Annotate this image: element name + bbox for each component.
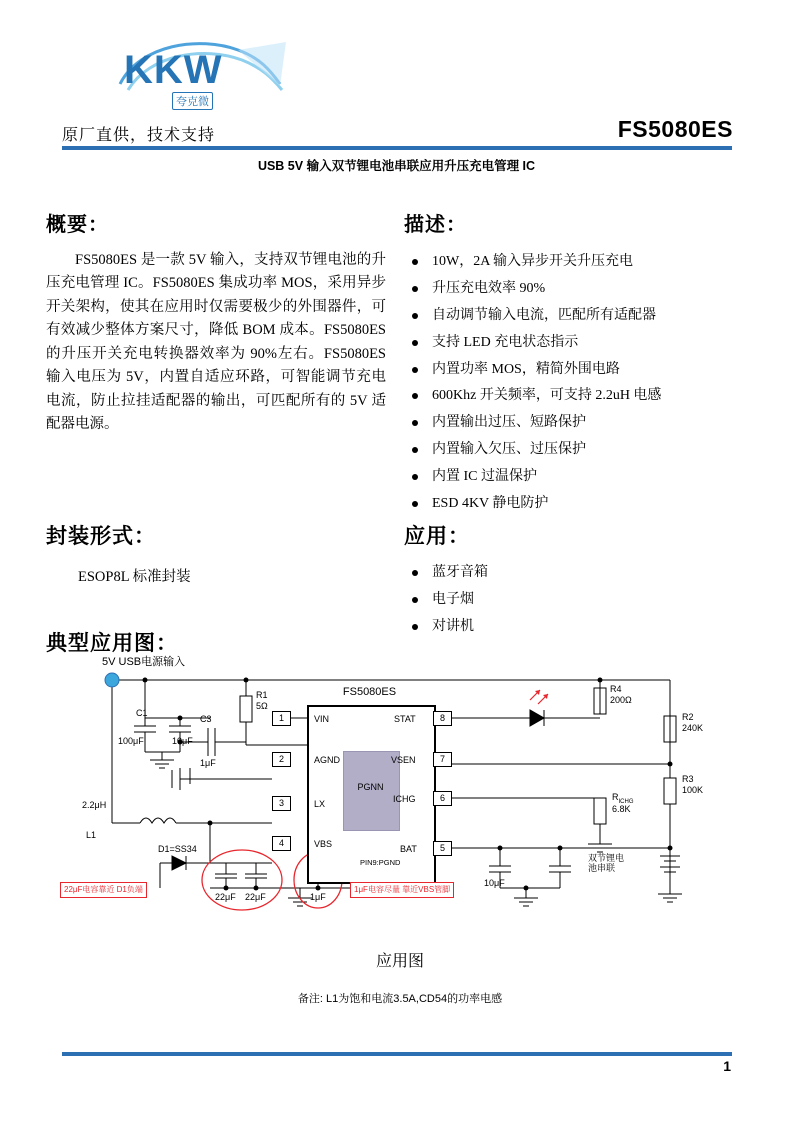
- description-section: [404, 208, 764, 518]
- list-item: ESD 4KV 静电防护: [404, 491, 764, 518]
- cbat-value: 10μF: [484, 878, 505, 888]
- pin-1-name: VIN: [314, 714, 330, 724]
- r3-value: 100K: [682, 785, 704, 795]
- annotation-left-note: 22μF电容靠近 D1负端: [60, 882, 147, 898]
- richg-ref: $R_{ICHG}$: [612, 792, 634, 805]
- r4-ref: R4: [610, 684, 622, 694]
- richg-value: 6.8K: [612, 804, 631, 814]
- application-list: [404, 560, 704, 641]
- cap1u-value: 1μF: [310, 892, 326, 902]
- pin-6-number: 6: [433, 791, 452, 806]
- pin-2-number: 2: [272, 752, 291, 767]
- c3-value: 1μF: [200, 758, 216, 768]
- description-title: 描述：: [404, 214, 467, 236]
- list-item: 600Khz 开关频率，可支持 2.2uH 电感: [404, 383, 764, 410]
- pin-2-name: AGND: [314, 755, 341, 765]
- list-item: 10W，2A 输入异步开关升压充电: [404, 249, 764, 276]
- overview-section: [46, 208, 386, 437]
- r2-value: 240K: [682, 723, 704, 733]
- pin-7-name: VSEN: [391, 755, 416, 765]
- pin-4-name: VBS: [314, 839, 333, 849]
- package-text: ESOP8L 标准封装: [78, 569, 191, 585]
- pin-5-number: 5: [433, 841, 452, 856]
- r1-ref: R1: [256, 690, 268, 700]
- pin-8-number: 8: [433, 711, 452, 726]
- page-number: 1: [723, 1058, 731, 1074]
- list-item: 内置输入欠压、过压保护: [404, 437, 764, 464]
- document-subtitle: USB 5V 输入双节锂电池串联应用升压充电管理 IC: [257, 159, 536, 173]
- list-item: 电子烟: [404, 587, 704, 614]
- c3-ref: C3: [200, 714, 212, 724]
- pin9-label: PIN9:PGND: [360, 858, 401, 867]
- part-number: FS5080ES: [617, 116, 733, 142]
- list-item: 自动调节输入电流，匹配所有适配器: [404, 303, 764, 330]
- r1-value: 5Ω: [256, 701, 268, 711]
- pin-3-number: 3: [272, 796, 291, 811]
- r3-ref: R3: [682, 774, 694, 784]
- diagram-title: 典型应用图：: [46, 631, 178, 655]
- header-tagline: 原厂直供，技术支持: [62, 127, 216, 144]
- pin-4-number: 4: [272, 836, 291, 851]
- pin-3-name: LX: [314, 799, 326, 809]
- company-logo: [110, 40, 320, 108]
- pin-5-name: BAT: [400, 844, 417, 854]
- list-item: 升压充电效率 90%: [404, 276, 764, 303]
- footer-rule: [62, 1052, 732, 1056]
- diagram-note: 备注: L1为饱和电流3.5A,CD54的功率电感: [297, 993, 503, 1005]
- r4-value: 200Ω: [610, 695, 632, 705]
- c1-ref: C1: [136, 708, 148, 718]
- logo-subtext: 夸克微: [172, 92, 213, 110]
- overview-title: 概要：: [46, 214, 109, 236]
- list-item: 蓝牙音箱: [404, 560, 704, 587]
- list-item: 对讲机: [404, 614, 704, 641]
- c1b-value: 10μF: [172, 736, 193, 746]
- battery-label: 双节锂电 池串联: [588, 853, 625, 874]
- list-item: 内置 IC 过温保护: [404, 464, 764, 491]
- source-label: 5V USB电源输入: [102, 656, 186, 668]
- list-item: 支持 LED 充电状态指示: [404, 330, 764, 357]
- cap22a-value: 22μF: [215, 892, 236, 902]
- l1-value: 2.2μH: [82, 800, 107, 810]
- list-item: 内置功率 MOS，精简外围电路: [404, 357, 764, 384]
- overview-paragraph: FS5080ES 是一款 5V 输入，支持双节锂电池的升压充电管理 IC。FS5080ES 集成功率 MOS，采用异步开关架构，使其在应用时仅需要极少的外围器件，可有效减少整体方案尺寸，降低 BOM 成本。FS5080ES 的升压开关充电转换器效率为 90%左右。FS5080ES 输入电压为 5V，内置自适应环路，可智能调节充电电流，防止拉挂适配器的输出，可匹配所有的 5V 适配器电源。: [46, 252, 386, 433]
- application-schematic: [60, 648, 740, 1008]
- ic-pad-label: PGNN: [357, 782, 384, 792]
- list-item: 内置输出过压、短路保护: [404, 410, 764, 437]
- ic-label: FS5080ES: [342, 686, 397, 698]
- diagram-caption: 应用图: [375, 953, 424, 970]
- r2-ref: R2: [682, 712, 694, 722]
- pin-6-name: ICHG: [393, 794, 416, 804]
- package-title: 封装形式：: [46, 524, 156, 548]
- header-rule: [62, 146, 732, 150]
- pin-7-number: 7: [433, 752, 452, 767]
- cap22b-value: 22μF: [245, 892, 266, 902]
- application-title: 应用：: [404, 524, 470, 548]
- c1-value: 100μF: [118, 736, 144, 746]
- logo-wordmark: KKW: [124, 48, 223, 92]
- pin-1-number: 1: [272, 711, 291, 726]
- pin-8-name: STAT: [394, 714, 416, 724]
- description-list: [404, 249, 764, 518]
- annotation-right-note: 1μF电容尽量 靠近VBS管脚: [350, 882, 454, 898]
- d1-ref: D1=SS34: [158, 844, 197, 854]
- l1-ref: L1: [86, 830, 97, 840]
